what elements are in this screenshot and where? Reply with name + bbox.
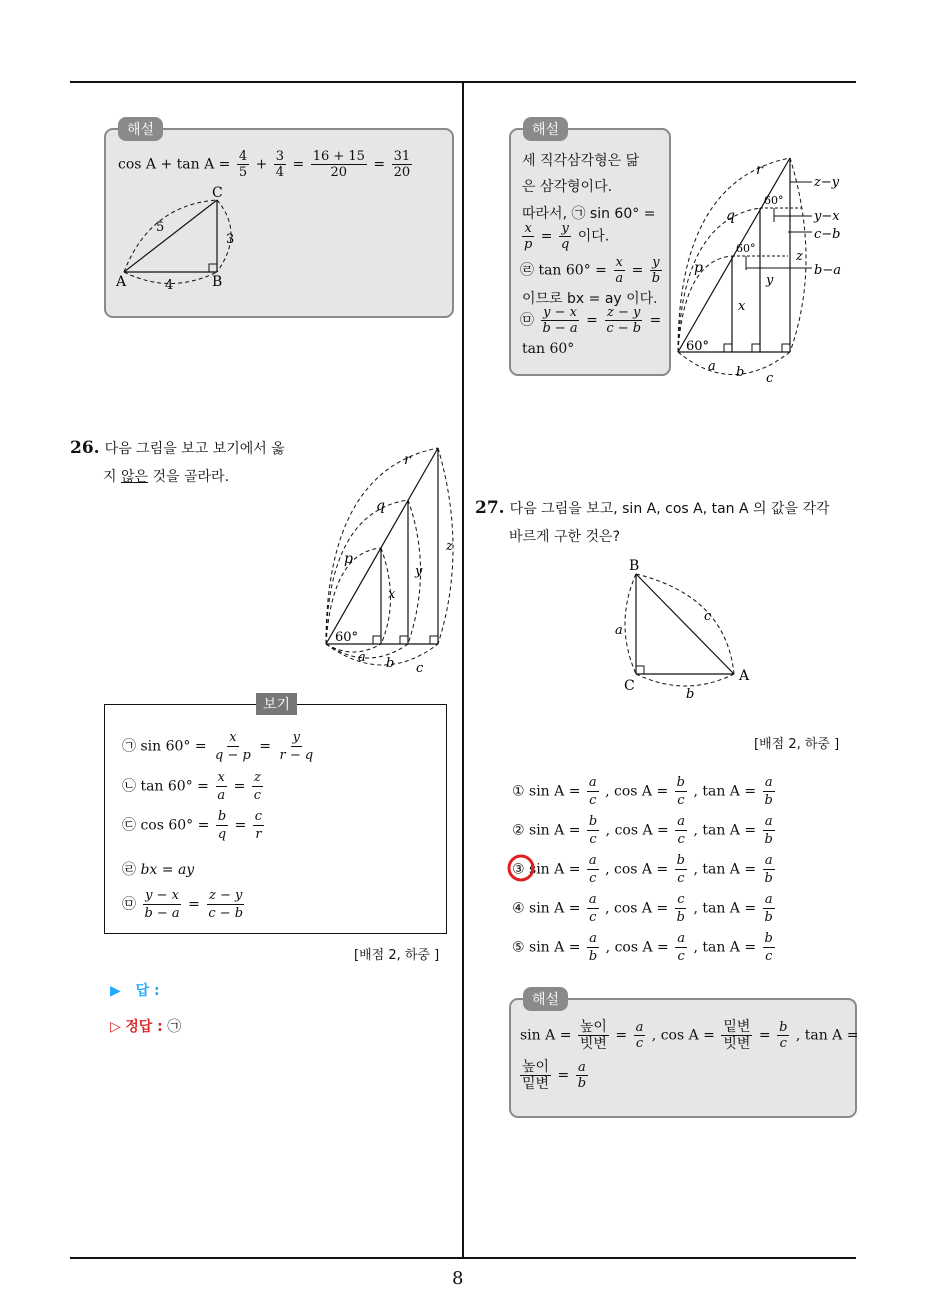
triangle-outline-icon: ▷ xyxy=(110,1019,121,1035)
score-27: [배점 2, 하중 ] xyxy=(754,737,840,752)
label-60: 60° xyxy=(686,339,710,354)
hint-tag: 해설 xyxy=(523,117,568,141)
hint2-line-1: 세 직각삼각형은 닮 xyxy=(522,153,640,169)
label-C: C xyxy=(212,185,223,201)
question-number: 26. xyxy=(70,438,100,458)
label-60-low: 60° xyxy=(736,242,756,255)
label-z-y: z−y xyxy=(814,175,840,190)
hint2-line-4: $\frac{x}{p}$ = $\frac{y}{q}$ 이다. xyxy=(524,221,610,252)
hint2-line-6: 이므로 bx = ay 이다. xyxy=(522,291,658,307)
hint-tag: 해설 xyxy=(523,987,568,1011)
hint-tag: 해설 xyxy=(118,117,163,141)
triangles-figure-26 xyxy=(318,440,463,680)
triangle-figure-27 xyxy=(606,556,761,706)
label-B: B xyxy=(629,558,640,574)
question-number: 27. xyxy=(475,498,505,518)
label-b: b xyxy=(686,687,695,702)
label-b-a: b−a xyxy=(814,263,841,278)
hint-box-27 xyxy=(509,998,857,1118)
question-line-2: 바르게 구한 것은? xyxy=(509,529,620,545)
label-a: a xyxy=(358,650,366,665)
hint-equation: cos A + tan A = $\frac{4}{5}$ + $\frac{3}{4}$ = $\frac{16 + 15}{20}$ = $\frac{31}{20}$ xyxy=(118,149,411,180)
bogi-tag: 보기 xyxy=(256,693,297,715)
hint2-line-8: tan 60° xyxy=(522,341,575,357)
selected-circle-mark xyxy=(506,853,538,885)
label-5: 5 xyxy=(156,220,165,235)
label-y: y xyxy=(766,273,774,288)
label-a: a xyxy=(615,623,623,638)
emphasis-not: 않은 xyxy=(120,469,149,485)
label-q: q xyxy=(726,208,735,224)
question-26 xyxy=(70,438,310,458)
bogi-item-1: ㉠ sin 60° = $\frac{x}{q - p}$ = $\frac{y}{r - q}$ xyxy=(122,730,314,763)
option-5[interactable]: ⑤ sin A = $\frac{a}{b}$ , cos A = $\frac{a}{c}$ , tan A = $\frac{b}{c}$ xyxy=(512,931,773,964)
question-line-1: 다음 그림을 보고, sin A, cos A, tan A 의 값을 각각 xyxy=(509,501,830,517)
bogi-item-5: ㉤ $\frac{y - x}{b - a}$ = $\frac{z - y}{c - b}$ xyxy=(122,888,244,921)
label-c: c xyxy=(766,371,774,386)
hint2-line-7: ㉤ $\frac{y - x}{b - a}$ = $\frac{z - y}{c - b}$ = xyxy=(520,305,662,336)
option-1[interactable]: ① sin A = $\frac{a}{c}$ , cos A = $\frac{b}{c}$ , tan A = $\frac{a}{b}$ xyxy=(512,775,773,808)
question-27 xyxy=(475,498,830,518)
label-c: c xyxy=(704,609,712,624)
label-B: B xyxy=(212,274,223,290)
question-line-2: 지 않은 것을 골라라. xyxy=(103,469,230,485)
label-A: A xyxy=(116,274,127,290)
hint2-line-5: ㉣ tan 60° = $\frac{x}{a}$ = $\frac{y}{b}$ xyxy=(520,255,661,286)
label-a: a xyxy=(708,359,716,374)
label-c-b: c−b xyxy=(814,227,841,242)
label-z: z xyxy=(446,539,453,554)
bottom-rule xyxy=(70,1257,856,1259)
label-r: r xyxy=(756,162,763,178)
label-p: p xyxy=(344,551,353,567)
label-y-x: y−x xyxy=(814,209,840,224)
label-b: b xyxy=(386,656,395,671)
bogi-item-4: ㉣ bx = ay xyxy=(122,862,195,878)
option-4[interactable]: ④ sin A = $\frac{a}{c}$ , cos A = $\frac{c}{b}$ , tan A = $\frac{a}{b}$ xyxy=(512,892,773,925)
label-4: 4 xyxy=(165,278,174,293)
correct-answer-row: ▷ 정답 : ㉠ xyxy=(110,1019,182,1035)
label-60: 60° xyxy=(335,630,359,645)
hint2-line-2: 은 삼각형이다. xyxy=(522,179,613,195)
label-60-mid: 60° xyxy=(764,194,784,207)
label-x: x xyxy=(388,587,396,602)
triangle-figure-25 xyxy=(110,183,250,293)
label-p: p xyxy=(694,260,703,276)
label-y: y xyxy=(415,564,423,579)
answer-row: ▶ 답 : xyxy=(110,983,160,999)
score-26: [배점 2, 하중 ] xyxy=(354,948,440,963)
option-3[interactable]: ③ sin A = $\frac{a}{c}$ , cos A = $\frac{b}{c}$ , tan A = $\frac{a}{b}$ xyxy=(512,853,773,886)
label-3: 3 xyxy=(226,232,235,247)
page-number: 8 xyxy=(452,1268,464,1289)
bogi-item-3: ㉢ cos 60° = $\frac{b}{q}$ = $\frac{c}{r}$ xyxy=(122,809,263,842)
label-A: A xyxy=(739,668,750,684)
play-icon: ▶ xyxy=(110,983,121,999)
label-q: q xyxy=(376,498,385,514)
option-2[interactable]: ② sin A = $\frac{b}{c}$ , cos A = $\frac{a}{c}$ , tan A = $\frac{a}{b}$ xyxy=(512,814,773,847)
label-b: b xyxy=(736,365,745,380)
bogi-item-2: ㉡ tan 60° = $\frac{x}{a}$ = $\frac{z}{c}$ xyxy=(122,770,262,803)
label-x: x xyxy=(738,299,746,314)
label-z: z xyxy=(796,249,803,264)
hint2-line-3: 따라서, ㉠ sin 60° = xyxy=(522,206,656,222)
hint3-line-1: sin A = $\frac{\text{높이}}{\text{빗변}}$ = $\frac{a}{c}$ , cos A = $\frac{\text{밑변}}{\text{빗변}}$ = $\frac{b}{c}$ , tan A = xyxy=(520,1019,859,1052)
label-C: C xyxy=(624,678,635,694)
label-c: c xyxy=(416,661,424,676)
hint3-line-2: $\frac{\text{높이}}{\text{밑변}}$ = $\frac{a}{b}$ xyxy=(522,1059,587,1092)
triangles-figure-hint xyxy=(672,152,847,388)
question-line-1: 다음 그림을 보고 보기에서 옳 xyxy=(104,441,285,457)
label-r: r xyxy=(404,452,411,468)
